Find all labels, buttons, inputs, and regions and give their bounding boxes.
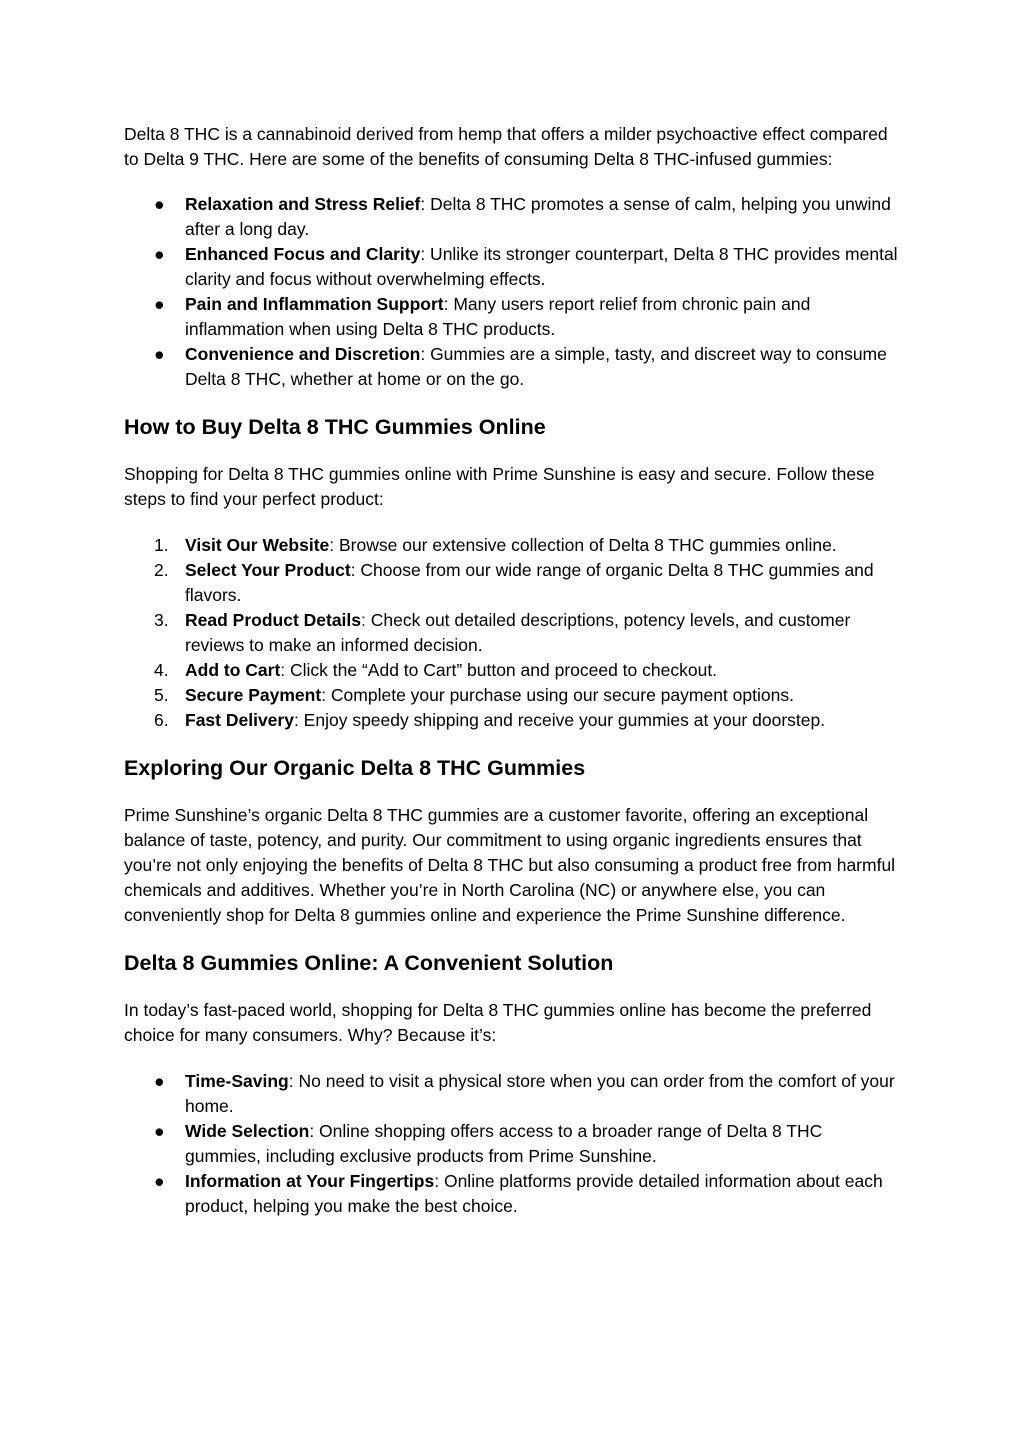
item-title: Convenience and Discretion	[185, 344, 421, 364]
item-text: : Click the “Add to Cart” button and proceed to checkout.	[280, 660, 718, 680]
item-text: : No need to visit a physical store when you can order from the comfort of your home.	[185, 1071, 895, 1116]
item-text: : Gummies are a simple, tasty, and discreet way to consume Delta 8 THC, whether at home or on the go.	[185, 344, 887, 389]
item-title: Read Product Details	[185, 610, 362, 630]
item-title: Add to Cart	[185, 660, 281, 680]
exploring-paragraph: Prime Sunshine’s organic Delta 8 THC gummies are a customer favorite, offering an exceptional balance of taste, potency, and purity. Our commitment to using organic ingredients ensures that you’re not only enjoying the benefits of Delta 8 THC but also consuming a product free from harmful chemicals and additives. Whether you’re in North Carolina (NC) or anywhere else, you can conveniently shop for Delta 8 gummies online and experience the Prime Sunshine difference.	[124, 805, 896, 925]
list-item	[124, 683, 900, 708]
item-text: : Choose from our wide range of organic Delta 8 THC gummies and flavors.	[185, 560, 874, 605]
item-title: Select Your Product	[185, 560, 351, 580]
item-text: : Many users report relief from chronic pain and inflammation when using Delta 8 THC products.	[185, 294, 811, 339]
item-text: : Enjoy speedy shipping and receive your gummies at your doorstep.	[293, 710, 826, 730]
item-text: : Unlike its stronger counterpart, Delta 8 THC provides mental clarity and focus without overwhelming effects.	[185, 244, 898, 289]
step-number: 4.	[154, 660, 169, 680]
step-number: 1.	[154, 535, 169, 555]
item-text: : Online shopping offers access to a broader range of Delta 8 THC gummies, including exclusive products from Prime Sunshine.	[185, 1121, 823, 1166]
item-title: Wide Selection	[185, 1121, 310, 1141]
list-item	[124, 192, 900, 242]
benefits-list	[124, 192, 900, 392]
item-title: Fast Delivery	[185, 710, 294, 730]
list-item	[124, 342, 900, 392]
bullet-icon: ●	[154, 244, 165, 264]
bullet-icon: ●	[154, 1121, 165, 1141]
item-text: : Online platforms provide detailed information about each product, helping you make the best choice.	[185, 1171, 883, 1216]
bullet-icon: ●	[154, 294, 165, 314]
convenient-paragraph: In today’s fast-paced world, shopping for Delta 8 THC gummies online has become the preferred choice for many consumers. Why? Because it’s:	[124, 1000, 872, 1045]
steps-list	[124, 533, 900, 733]
section-heading-how-to-buy: How to Buy Delta 8 THC Gummies Online	[124, 415, 546, 439]
list-item	[124, 608, 900, 658]
bullet-icon: ●	[154, 1071, 165, 1091]
bullet-icon: ●	[154, 1171, 165, 1191]
step-number: 2.	[154, 560, 169, 580]
item-title: Visit Our Website	[185, 535, 330, 555]
list-item	[124, 558, 900, 608]
item-text: : Check out detailed descriptions, potency levels, and customer reviews to make an informed decision.	[185, 610, 851, 655]
reasons-list	[124, 1069, 900, 1219]
list-item	[124, 1119, 900, 1169]
list-item	[124, 292, 900, 342]
item-title: Time-Saving	[185, 1071, 289, 1091]
item-text: : Delta 8 THC promotes a sense of calm, helping you unwind after a long day.	[185, 194, 891, 239]
item-title: Relaxation and Stress Relief	[185, 194, 421, 214]
list-item	[124, 242, 900, 292]
bullet-icon: ●	[154, 194, 165, 214]
item-title: Secure Payment	[185, 685, 322, 705]
item-text: : Complete your purchase using our secure payment options.	[321, 685, 794, 705]
step-number: 3.	[154, 610, 169, 630]
list-item	[124, 533, 900, 558]
bullet-icon: ●	[154, 344, 165, 364]
item-text: : Browse our extensive collection of Delta 8 THC gummies online.	[329, 535, 837, 555]
section-heading-exploring: Exploring Our Organic Delta 8 THC Gummies	[124, 756, 586, 780]
item-title: Enhanced Focus and Clarity	[185, 244, 421, 264]
how-to-buy-paragraph: Shopping for Delta 8 THC gummies online with Prime Sunshine is easy and secure. Follow these steps to find your perfect product:	[124, 464, 875, 509]
step-number: 6.	[154, 710, 169, 730]
list-item	[124, 708, 900, 733]
item-title: Pain and Inflammation Support	[185, 294, 444, 314]
list-item	[124, 1069, 900, 1119]
section-heading-convenient: Delta 8 Gummies Online: A Convenient Solution	[124, 951, 614, 975]
list-item	[124, 1169, 900, 1219]
intro-paragraph: Delta 8 THC is a cannabinoid derived from hemp that offers a milder psychoactive effect compared to Delta 9 THC. Here are some of the benefits of consuming Delta 8 THC-infused gummies:	[124, 124, 888, 169]
item-title: Information at Your Fingertips	[185, 1171, 435, 1191]
document-page	[124, 122, 900, 1219]
step-number: 5.	[154, 685, 169, 705]
list-item	[124, 658, 900, 683]
